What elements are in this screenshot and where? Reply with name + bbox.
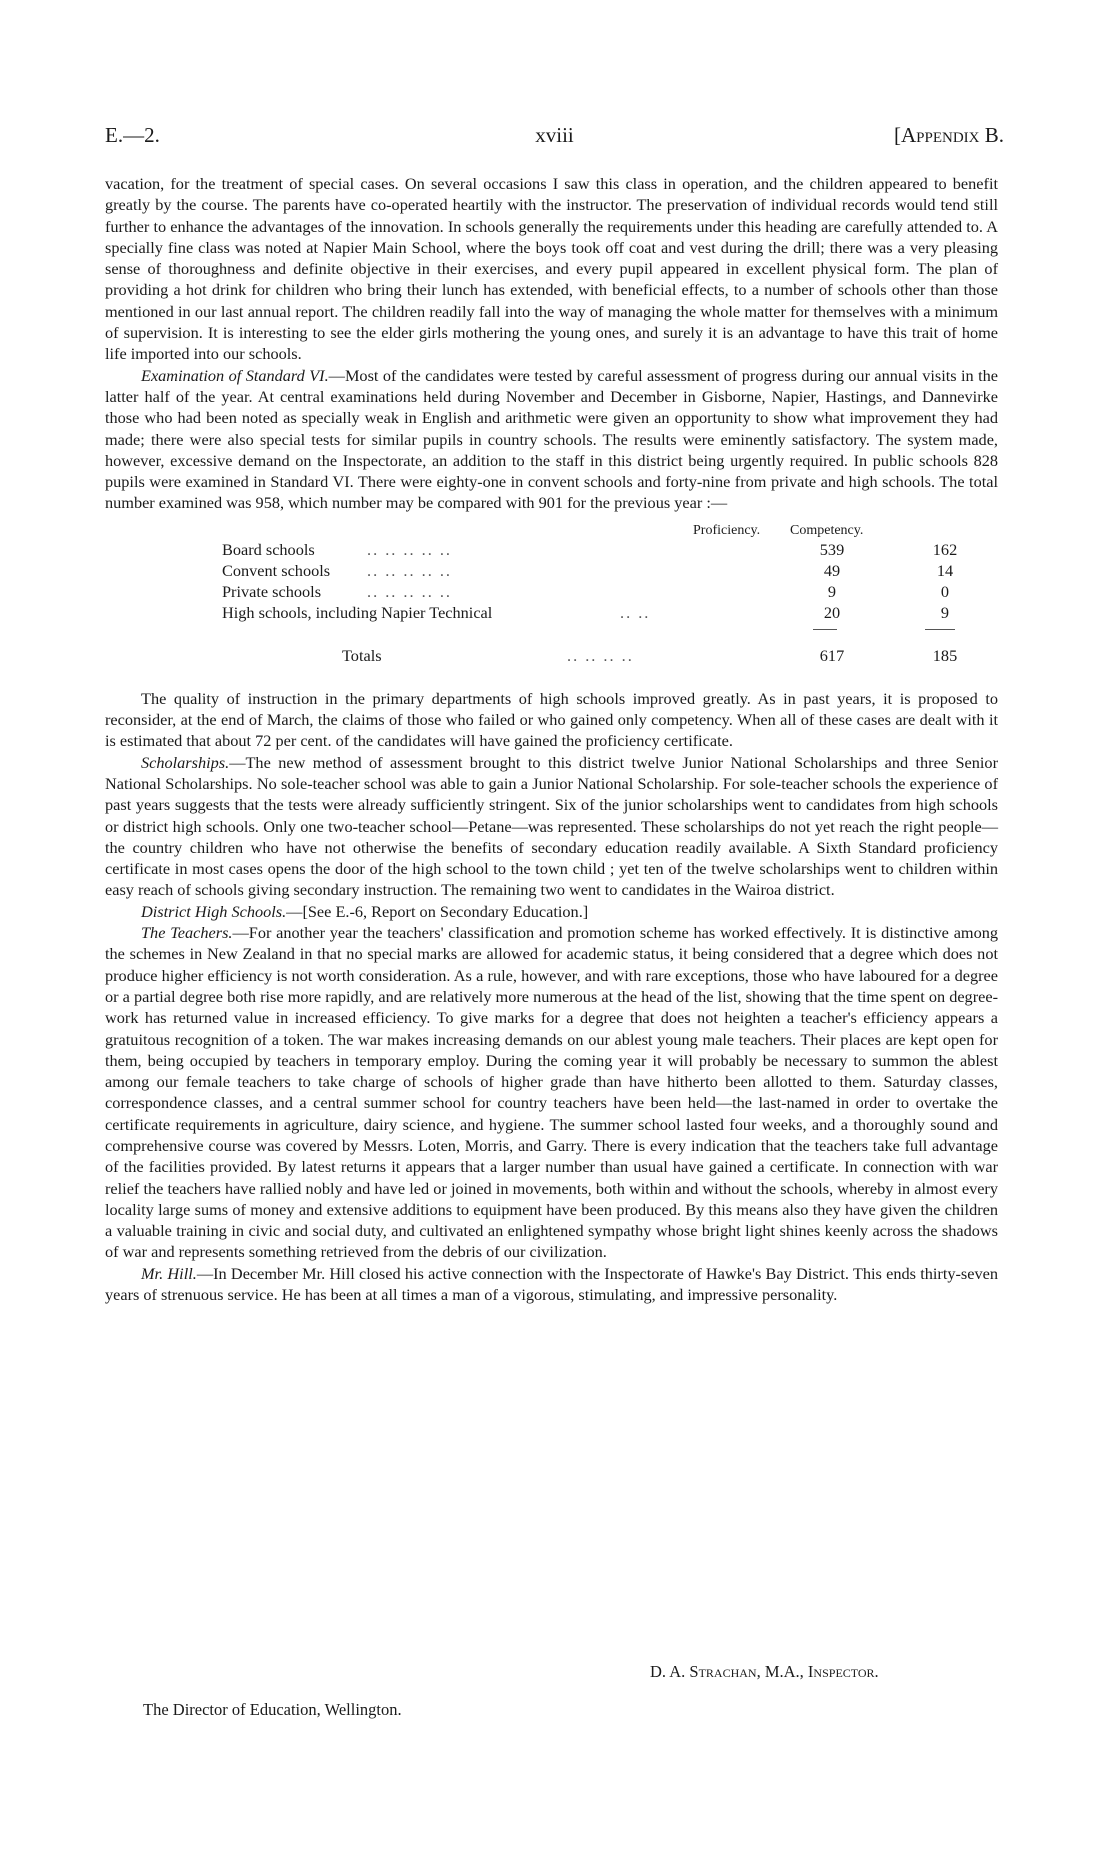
paragraph-quality: The quality of instruction in the primary departments of high schools improved greatly. As in past years, it is proposed to reconsider, at the end of March, the claims of those who failed or who gained only competency. When all of these cases are dealt with it is estimated that about 72 per cent. of the candidates will have gained the proficiency certificate.	[105, 688, 998, 751]
heading-district-high-schools: District High Schools.	[141, 901, 287, 921]
row-label: Convent schools	[222, 560, 331, 580]
table-row	[222, 560, 954, 581]
heading-examination: Examination of Standard VI.	[141, 365, 329, 385]
paragraph-district-high-schools	[105, 901, 998, 922]
table-row	[222, 581, 950, 602]
proficiency-value: 539	[819, 539, 845, 559]
competency-value: 0	[940, 581, 950, 601]
heading-scholarships: Scholarships.	[141, 752, 230, 772]
proficiency-value: 20	[823, 602, 841, 622]
paragraph-examination	[105, 365, 998, 514]
signature: D. A. Strachan, M.A., Inspector.	[650, 1662, 879, 1681]
table-row	[222, 539, 958, 560]
totals-label: Totals	[342, 645, 382, 665]
leader-dots: .. .. .. .. ..	[367, 560, 452, 580]
page-number: xviii	[535, 123, 574, 147]
text-examination: —Most of the candidates were tested by careful assessment of progress during our annual visits in the latter half of the year. At central examinations held during November and December in Gisborne, Napier, Hastings, and Dannevirke those who had been noted as specially weak in English and arithmetic were given an opportunity to show what improvement they had made; there were also special tests for similar pupils in country schools. The results were eminently satisfactory. The system made, however, excessive demand on the Inspectorate, an addition to the staff in this district being urgently required. In public schools 828 pupils were examined in Standard VI. There were eighty-one in convent schools and forty-nine from private and high schools. The total number examined was 958, which number may be compared with 901 for the previous year :—	[105, 365, 998, 513]
table-row	[222, 602, 950, 623]
results-table	[105, 520, 998, 680]
leader-dots: .. ..	[620, 602, 651, 622]
total-proficiency: 617	[819, 645, 845, 665]
document-reference: E.—2.	[105, 123, 160, 147]
sum-rule-competency	[925, 629, 955, 630]
text-district-high-schools: —[See E.-6, Report on Secondary Education.]	[286, 901, 589, 921]
appendix-label: [Appendix B.	[893, 123, 1004, 147]
page-header	[105, 123, 1004, 153]
total-competency: 185	[932, 645, 958, 665]
competency-value: 9	[940, 602, 950, 622]
proficiency-value: 49	[823, 560, 841, 580]
row-label: Board schools	[222, 539, 315, 559]
addressee: The Director of Education, Wellington.	[143, 1700, 402, 1719]
text-mr-hill: —In December Mr. Hill closed his active connection with the Inspectorate of Hawke's Bay District. This ends thirty-seven years of strenuous service. He has been at all times a man of a vigorous, stimulating, and impressive personality.	[105, 1263, 998, 1305]
text-teachers: —For another year the teachers' classification and promotion scheme has worked effectively. It is distinctive among the schemes in New Zealand in that no special marks are allowed for academic status, it being considered that a degree which does not produce higher efficiency is not worth consideration. As a rule, however, and with rare exceptions, those who have laboured for a degree or a partial degree both rise more rapidly, and are relatively more numerous at the head of the list, showing that the time spent on degree-work has returned value in increased efficiency. To give marks for a degree that does not heighten a teacher's efficiency appears a gratuitous recognition of a token. The war makes increasing demands on our ablest young male teachers. Their places are kept open for them, being occupied by teachers in temporary employ. During the coming year it will probably be necessary to summon the ablest among our female teachers to take charge of schools of higher grade than have hitherto been allotted to them. Saturday classes, correspondence classes, and a central summer school for country teachers have been held—the last-named in order to overtake the certificate requirements in agriculture, dairy science, and hygiene. The summer school lasted four weeks, and a thoroughly sound and comprehensive course was covered by Messrs. Loten, Morris, and Garry. There is every indication that the teachers take full advantage of the facilities provided. By latest returns it appears that a larger number than usual have gained a certificate. In connection with war relief the teachers have rallied nobly and have led or joined in movements, both within and without the schools, whereby in almost every locality large sums of money and extensive additions to equipment have been produced. By this means also they have given the children a valuable training in civic and social duty, and cultivated an enlightened sympathy whose bright light shines keenly across the shadows of war and represents something retrieved from the debris of our civilization.	[105, 923, 999, 1262]
row-label: High schools, including Napier Technical	[222, 602, 493, 622]
competency-value: 162	[932, 539, 958, 559]
paragraph-teachers	[105, 922, 998, 1263]
heading-teachers: The Teachers.	[141, 923, 233, 943]
leader-dots: .. .. .. .. ..	[367, 581, 452, 601]
paragraph-physical-training: vacation, for the treatment of special cases. On several occasions I saw this class in operation, and the children appeared to benefit greatly by the course. The parents have co-operated heartily with the instructor. The preservation of individual records would tend still further to enhance the advantages of the innovation. In schools generally the requirements under this heading are carefully attended to. A specially fine class was noted at Napier Main School, where the boys took off coat and vest during the drill; there was a very pleasing sense of thoroughness and definite objective in their exercises, and every pupil appeared in excellent physical form. The plan of providing a hot drink for children who bring their lunch has extended, with beneficial effects, to a number of schools other than those mentioned in our last annual report. The children readily fall into the way of managing the whole matter for themselves with a minimum of supervision. It is interesting to see the elder girls mothering the young ones, and surely it is an advantage to have this trait of home life imported into our schools.	[105, 174, 998, 364]
column-header-competency: Competency.	[790, 522, 864, 538]
text-scholarships: —The new method of assessment brought to this district twelve Junior National Scholarships and three Senior National Scholarships. No sole-teacher school was able to gain a Junior National Scholarship. For sole-teacher schools the experience of past years suggests that the tests were already sufficiently stringent. Six of the junior scholarships went to candidates from high schools or district high schools. Only one two-teacher school—Petane—was represented. These scholarships do not yet reach the right people—the country children who have not otherwise the benefits of secondary education readily available. A Sixth Standard proficiency certificate in most cases opens the door of the high school to the town child ; yet ten of the twelve scholarships went to children within easy reach of schools giving secondary instruction. The remaining two went to candidates in the Wairoa district.	[105, 752, 998, 900]
sum-rule-proficiency	[813, 629, 837, 630]
heading-mr-hill: Mr. Hill.	[141, 1263, 197, 1283]
proficiency-value: 9	[827, 581, 837, 601]
paragraph-scholarships	[105, 752, 998, 901]
leader-dots: .. .. .. ..	[567, 645, 634, 665]
row-label: Private schools	[222, 581, 322, 601]
body-text	[105, 173, 998, 1305]
competency-value: 14	[936, 560, 954, 580]
table-row-totals	[222, 645, 958, 666]
leader-dots: .. .. .. .. ..	[367, 539, 452, 559]
paragraph-mr-hill	[105, 1263, 998, 1306]
column-header-proficiency: Proficiency.	[693, 522, 761, 538]
